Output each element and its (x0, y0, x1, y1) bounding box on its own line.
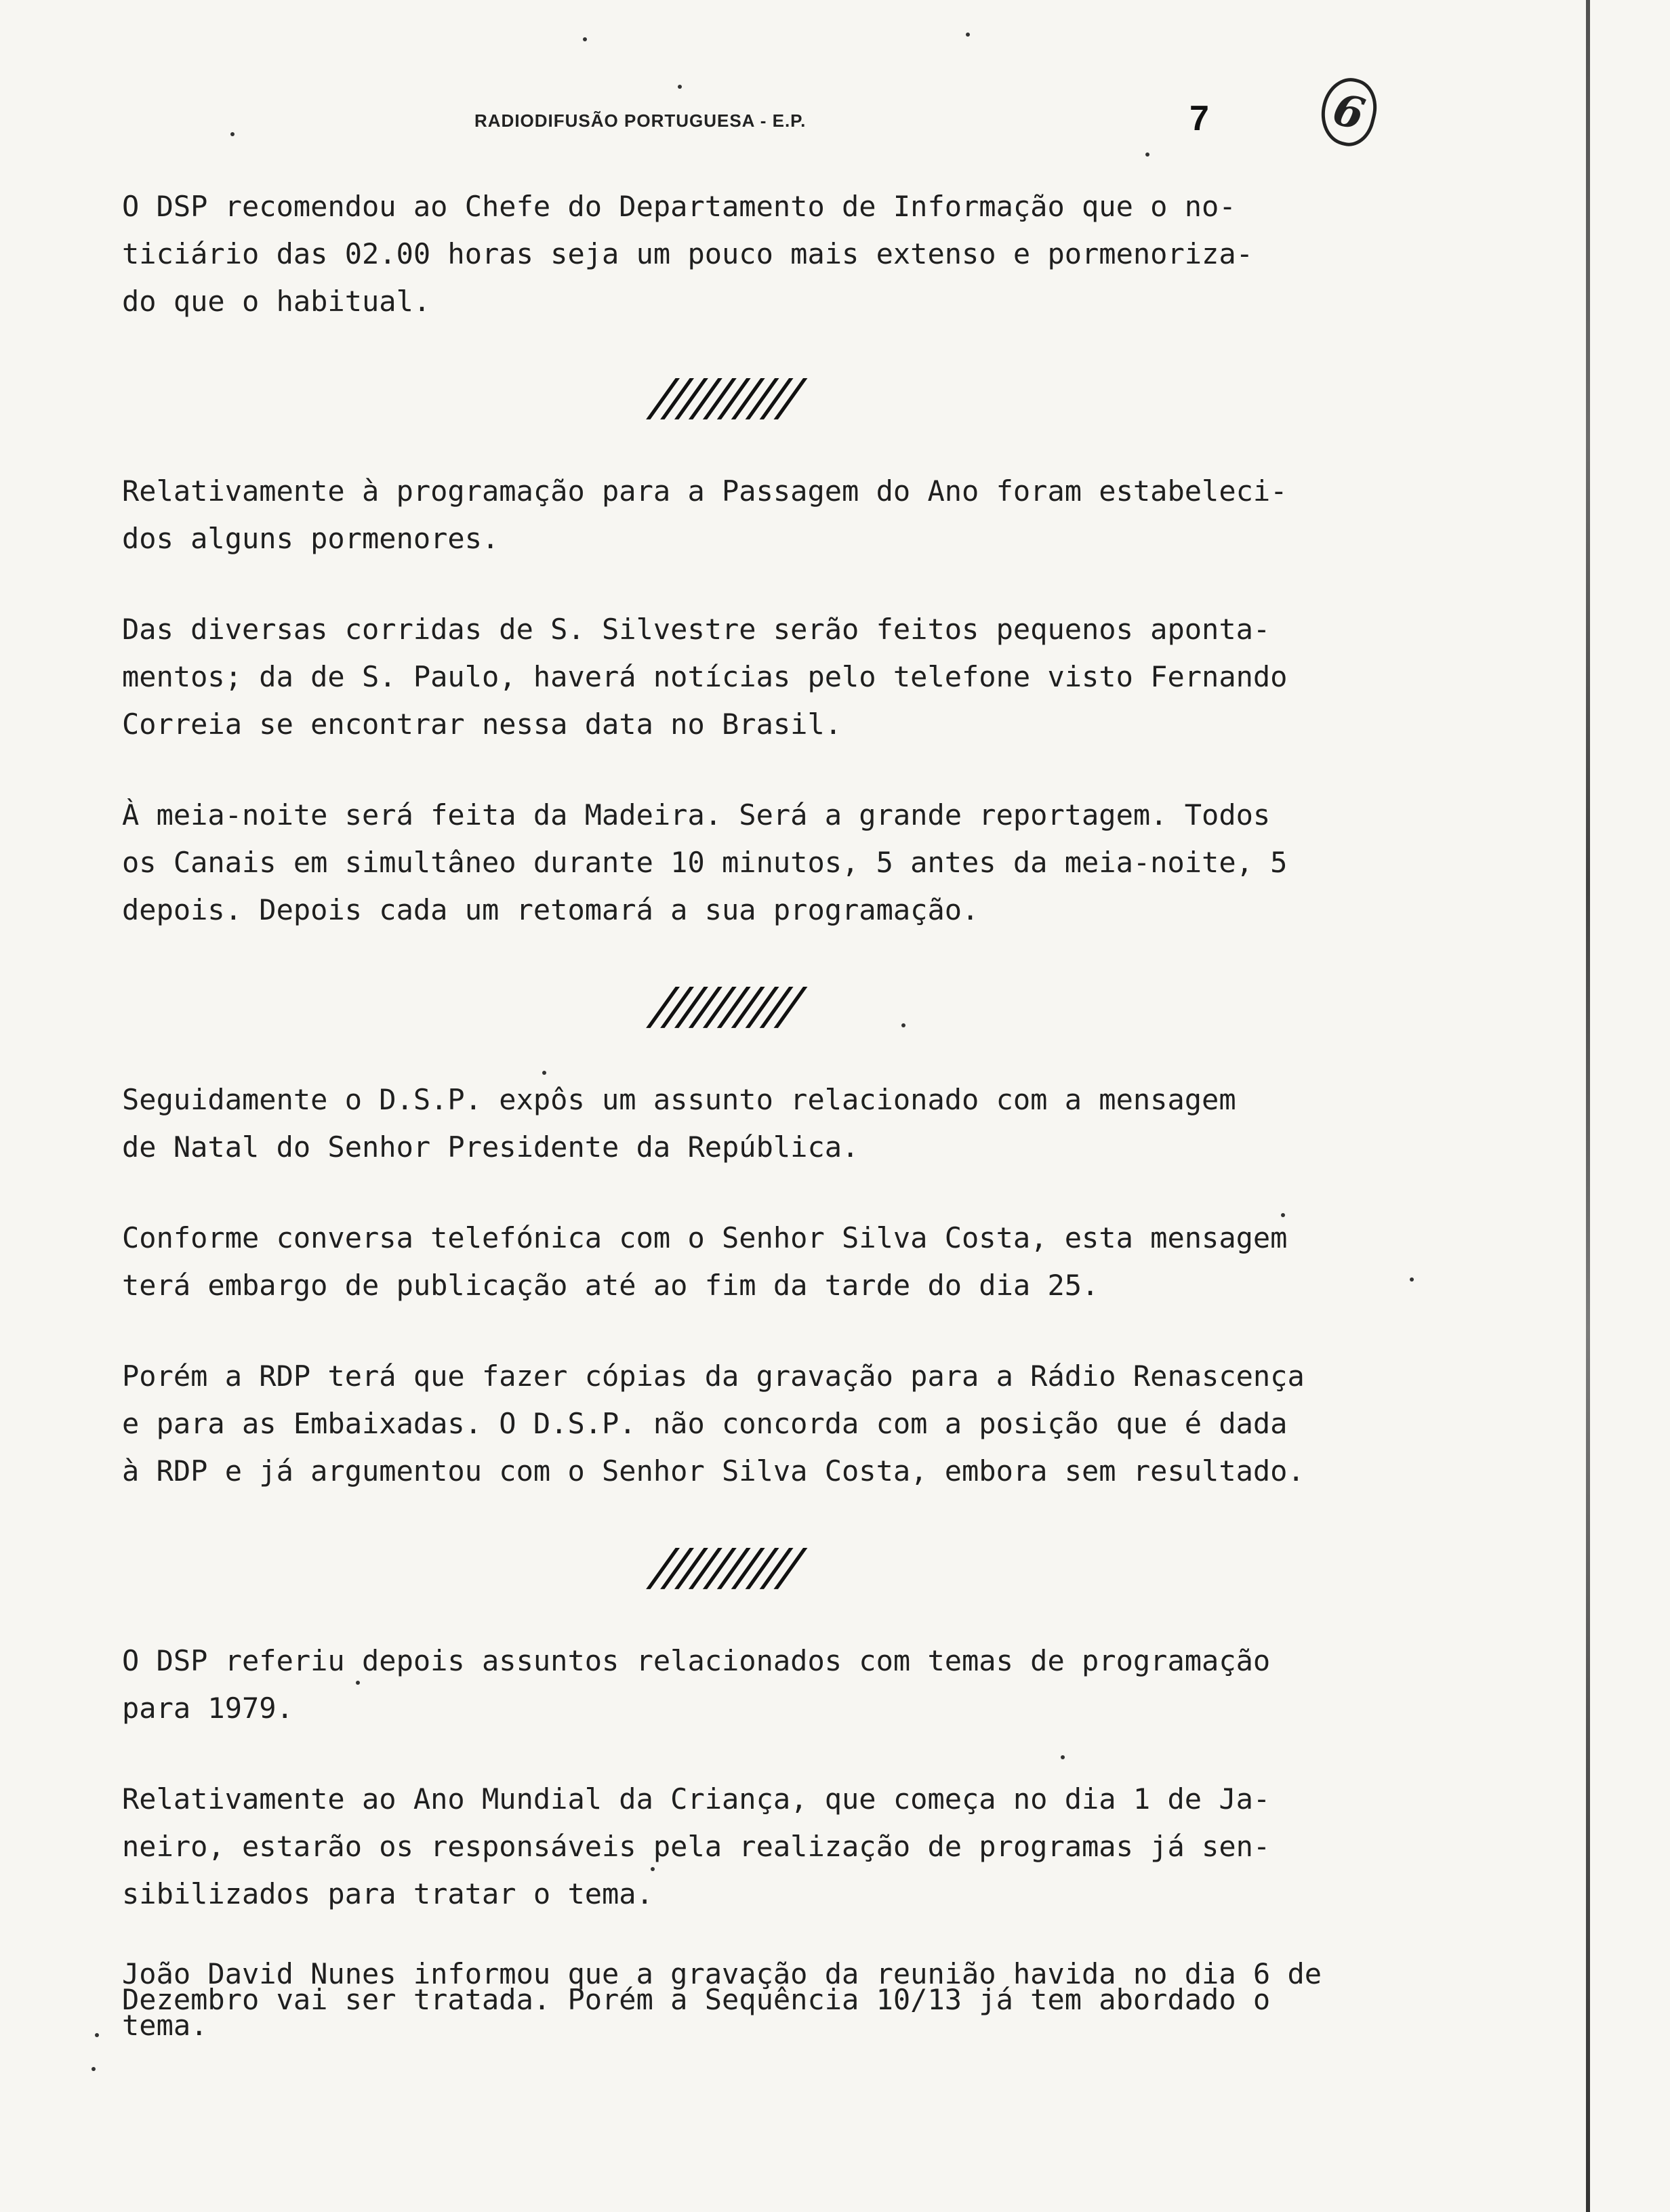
paragraph-1: O DSP recomendou ao Chefe do Departamento de Informação que o no- ticiário das 02.00 horas seja um pouco mais extenso e pormenoriza- do que o habitual. (122, 190, 1253, 318)
scan-speck (966, 33, 970, 37)
paragraph-6: Conforme conversa telefónica com o Senhor Silva Costa, esta mensagem terá embargo de publicação até ao fim da tarde do dia 25. (122, 1221, 1288, 1302)
section-separator-1: ////////// (648, 369, 802, 427)
scan-speck (356, 1681, 360, 1685)
paragraph-2: Relativamente à programação para a Passagem do Ano foram estabeleci- dos alguns pormenores. (122, 474, 1288, 555)
organization-name: RADIODIFUSÃO PORTUGUESA - E.P. (474, 110, 807, 131)
paragraph-4: À meia-noite será feita da Madeira. Será a grande reportagem. Todos os Canais em simultâneo durante 10 minutos, 5 antes da meia-noite, 5 depois. Depois cada um retomará a sua programação. (122, 798, 1288, 926)
paragraph-10: João David Nunes informou que a gravação da reunião havida no dia 6 de Dezembro vai ser tratada. Porém a Sequência 10/13 já tem abordado o tema. (122, 1957, 1322, 2042)
page-header (0, 83, 1670, 152)
handwritten-page-stamp: 6 (1314, 73, 1383, 151)
scan-speck (95, 2033, 99, 2037)
page-number: 7 (1189, 99, 1209, 138)
scan-speck (230, 132, 235, 136)
scan-speck (1061, 1755, 1065, 1759)
scan-speck (1281, 1213, 1285, 1217)
document-body (122, 183, 1328, 2082)
scan-speck (678, 85, 682, 89)
scan-edge-line (1586, 0, 1590, 2212)
scan-speck (1410, 1277, 1414, 1282)
scan-speck (542, 1071, 546, 1075)
paragraph-9: Relativamente ao Ano Mundial da Criança, que começa no dia 1 de Ja- neiro, estarão os responsáveis pela realização de programas já sen- sibilizados para tratar o tema. (122, 1782, 1271, 1910)
section-separator-2: ////////// (648, 977, 802, 1036)
section-separator-3: ////////// (648, 1538, 802, 1597)
paragraph-5: Seguidamente o D.S.P. expôs um assunto relacionado com a mensagem de Natal do Senhor Presidente da República. (122, 1083, 1236, 1164)
scan-speck (1145, 152, 1149, 157)
paragraph-3: Das diversas corridas de S. Silvestre serão feitos pequenos aponta- mentos; da de S. Paulo, haverá notícias pelo telefone visto Fernando Correia se encontrar nessa data no Brasil. (122, 613, 1288, 741)
scan-speck (651, 1867, 655, 1871)
paragraph-7: Porém a RDP terá que fazer cópias da gravação para a Rádio Renascença e para as Embaixadas. O D.S.P. não concorda com a posição que é dada à RDP e já argumentou com o Senhor Silva Costa, embora sem resultado. (122, 1359, 1305, 1488)
scan-speck (901, 1023, 905, 1027)
scan-speck (91, 2067, 96, 2071)
scan-speck (583, 37, 587, 41)
paragraph-8: O DSP referiu depois assuntos relacionados com temas de programação para 1979. (122, 1644, 1271, 1725)
